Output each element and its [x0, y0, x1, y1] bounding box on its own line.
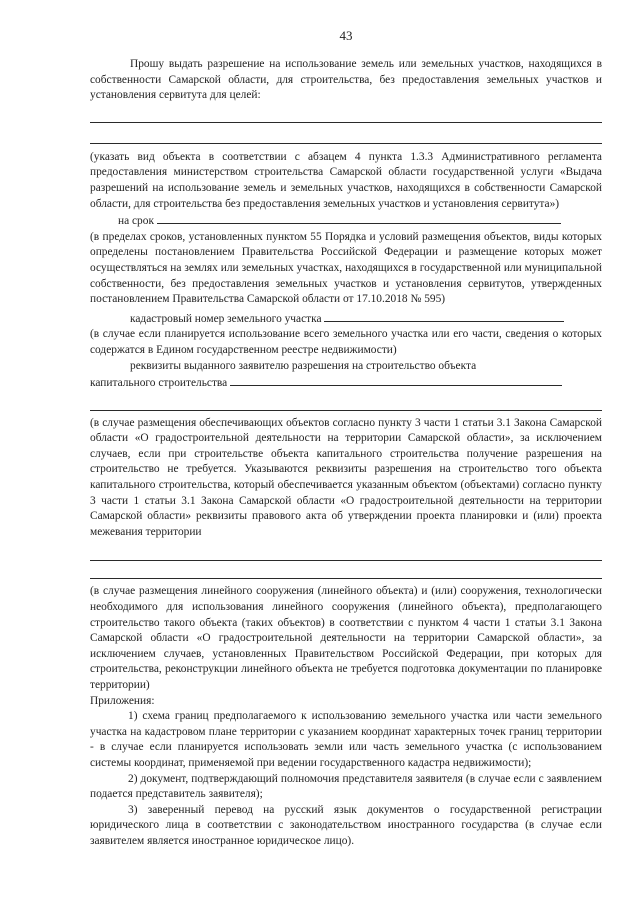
- cadastral-number-field[interactable]: [324, 310, 564, 322]
- attachments-title: Приложения:: [90, 694, 155, 707]
- cadastral-row: [90, 310, 602, 328]
- planning-act-field-line-1[interactable]: [90, 548, 602, 561]
- request-paragraph: Прошу выдать разрешение на использование земель или земельных участков, находящихся в собственности Самарской области, для строительства, без предоставления земельных участков и установления сервитута для целей:: [90, 58, 602, 102]
- term-label: на срок: [118, 215, 154, 228]
- note-linear: (в случае размещения линейного сооружения (линейного объекта) и (или) сооружения, технологически необходимого для использования линейного сооружения (линейного объекта), предполагающего строительство такого объекта (таких объектов) в соответствии с пунктом 4 части 1 статьи 3.1 Закона Самарской области «О градостроительной деятельности на территории Самарской области», за исключением случаев, установленных Правительством Российской Федерации, при которых для строительства, реконструкции линейного объекта не требуется подготовка документации по планировке территории): [90, 585, 602, 691]
- purpose-field-line-2[interactable]: [90, 129, 602, 144]
- planning-act-field-line-2[interactable]: [90, 566, 602, 579]
- permit-label-1: реквизиты выданного заявителю разрешения на строительство объекта: [130, 359, 477, 372]
- attachment-item-3: 3) заверенный перевод на русский язык документов о государственной регистрации юридического лица в соответствии с законодательством иностранного государства (в случае если заявителем является иностранное юридическое лицо).: [90, 803, 602, 847]
- purpose-field-line-1[interactable]: [90, 108, 602, 123]
- page-number: 43: [339, 28, 353, 43]
- note-cadastral: (в случае если планируется использование всего земельного участка или его части, сведения о которых содержатся в Едином государственном реестре недвижимости): [90, 328, 602, 356]
- note-object-type: (указать вид объекта в соответствии с абзацем 4 пункта 1.3.3 Административного регламента предоставления министерством строительства Самарской области государственной услуги «Выдача разрешений на использование земель и земельных участков, находящихся в собственности Самарской области, для строительства без предоставления земельных участков и установления сервитута»): [90, 150, 602, 210]
- cadastral-label: кадастровый номер земельного участка: [130, 312, 322, 325]
- note-term: (в пределах сроков, установленных пунктом 55 Порядка и условий размещения объектов, виды которых определены постановлением Правительства Российской Федерации и размещение которых может осуществляться на землях или земельных участках, находящихся в государственной или муниципальной собственности, без предоставления земельных участков и установления сервитутов, утвержденных постановлением Правительства Самарской области от 17.10.2018 № 595): [90, 230, 602, 306]
- permit-row-1: [90, 359, 602, 375]
- term-field[interactable]: [157, 212, 561, 224]
- attachment-item-2: 2) документ, подтверждающий полномочия представителя заявителя (в случае если с заявлением подается представитель заявителя);: [90, 772, 602, 801]
- attachment-item-1: 1) схема границ предполагаемого к использованию земельного участка или части земельного участка на кадастровом плане территории с указанием координат характерных точек границ территории - в случае если планируется использовать земли или часть земельного участка (с использованием системы координат, применяемой при ведении государственного кадастра недвижимости);: [90, 710, 602, 769]
- permit-row-2: [90, 374, 602, 392]
- term-row: [90, 212, 602, 230]
- permit-field-line[interactable]: [90, 398, 602, 411]
- permit-details-field[interactable]: [230, 374, 562, 386]
- permit-label-2: капитального строительства: [90, 377, 228, 390]
- note-permit: (в случае размещения обеспечивающих объектов согласно пункту 3 части 1 статьи 3.1 Закона Самарской области «О градостроительной деятельности на территории Самарской области», за исключением случаев, если при строительстве объекта капитального строительства получение разрешения на строительство не требуется. Указываются реквизиты разрешения на строительство того объекта капитального строительства, который обеспечивается указанным объектом (объектами) согласно пункту 3 части 1 статьи 3.1 Закона Самарской области «О градостроительной деятельности на территории Самарской области» реквизиты правового акта об утверждении проекта планировки и (или) проекта межевания территории: [90, 416, 602, 538]
